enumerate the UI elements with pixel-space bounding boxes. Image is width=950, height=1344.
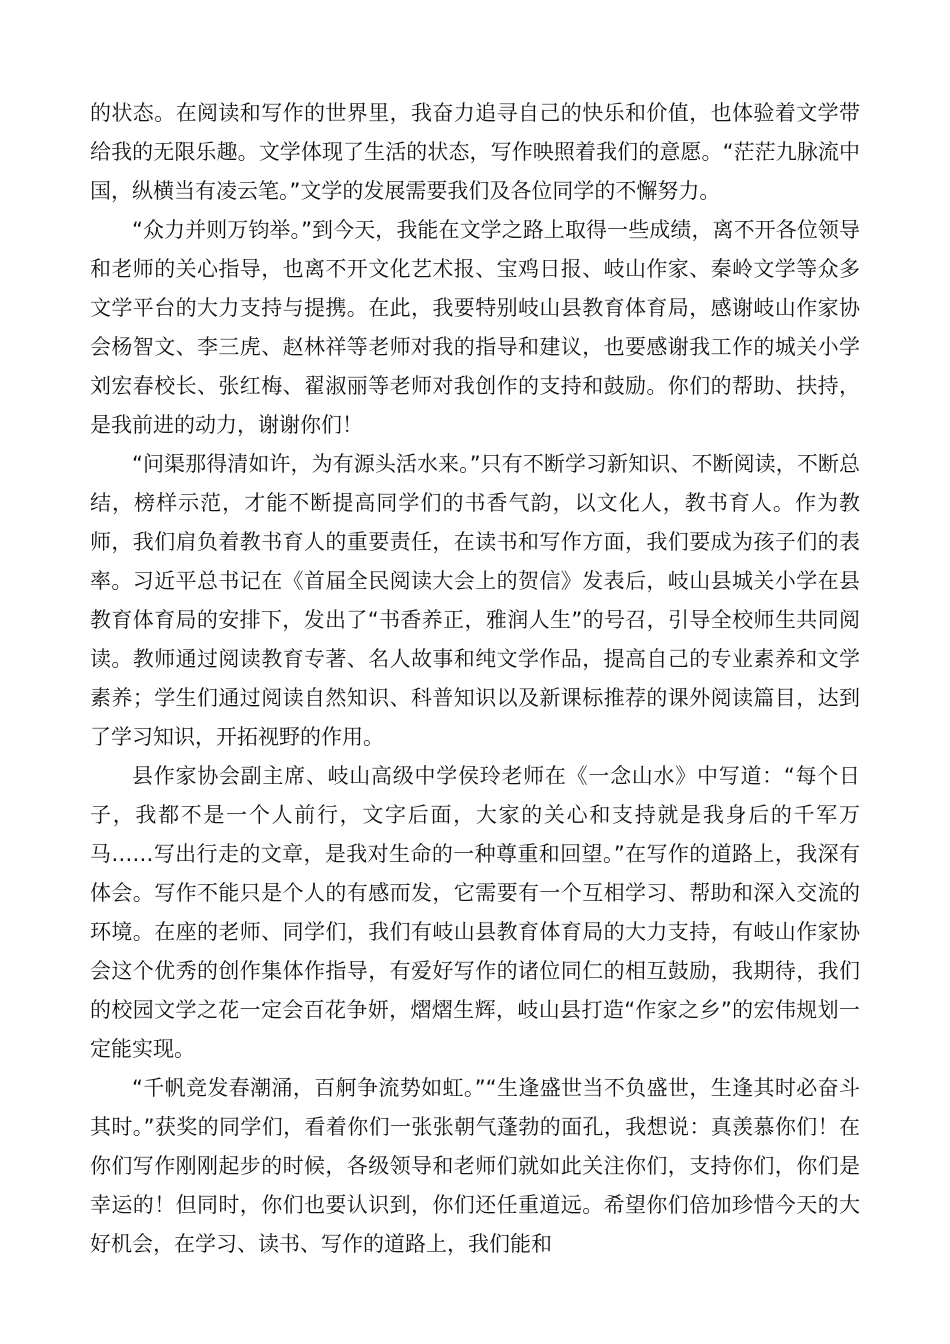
paragraph-2: “众力并则万钧举。”到今天，我能在文学之路上取得一些成绩，离不开各位领导和老师的关心指导，也离不开文化艺术报、宝鸡日报、岐山作家、秦岭文学等众多文学平台的大力支持与提携。在此，我要特别岐山县教育体育局，感谢岐山作家协会杨智文、李三虎、赵林祥等老师对我的指导和建议，也要感谢我工作的城关小学刘宏春校长、张红梅、翟淑丽等老师对我创作的支持和鼓励。你们的帮助、扶持，是我前进的动力，谢谢你们！ — [90, 218, 860, 437]
paragraph-1: 的状态。在阅读和写作的世界里，我奋力追寻自己的快乐和价值，也体验着文学带给我的无限乐趣。文学体现了生活的状态，写作映照着我们的意愿。“茫茫九脉流中国，纵横当有凌云笔。”文学的发展需要我们及各位同学的不懈努力。 — [90, 101, 860, 203]
paragraph-4: 县作家协会副主席、岐山高级中学侯玲老师在《一念山水》中写道：“每个日子，我都不是一个人前行，文字后面，大家的关心和支持就是我身后的千军万马……写出行走的文章，是我对生命的一种尊重和回望。”在写作的道路上，我深有体会。写作不能只是个人的有感而发，它需要有一个互相学习、帮助和深入交流的环境。在座的老师、同学们，我们有岐山县教育体育局的大力支持，有岐山作家协会这个优秀的创作集体作指导，有爱好写作的诸位同仁的相互鼓励，我期待，我们的校园文学之花一定会百花争妍，熠熠生辉，岐山县打造“作家之乡”的宏伟规划一定能实现。 — [90, 764, 860, 1061]
paragraph-5: “千帆竞发春潮涌，百舸争流势如虹。”“生逢盛世当不负盛世，生逢其时必奋斗其时。”获奖的同学们，看着你们一张张朝气蓬勃的面孔，我想说：真羡慕你们！在你们写作刚刚起步的时候，各级领导和老师们就如此关注你们，支持你们，你们是幸运的！但同时，你们也要认识到，你们还任重道远。希望你们倍加珍惜今天的大好机会，在学习、读书、写作的道路上，我们能和 — [90, 1076, 860, 1256]
paragraph-3: “问渠那得清如许，为有源头活水来。”只有不断学习新知识、不断阅读，不断总结，榜样示范，才能不断提高同学们的书香气韵，以文化人，教书育人。作为教师，我们肩负着教书育人的重要责任，在读书和写作方面，我们要成为孩子们的表率。习近平总书记在《首届全民阅读大会上的贺信》发表后，岐山县城关小学在县教育体育局的安排下，发出了“书香养正，雅润人生”的号召，引导全校师生共同阅读。教师通过阅读教育专著、名人故事和纯文学作品，提高自己的专业素养和文学素养；学生们通过阅读自然知识、科普知识以及新课标推荐的课外阅读篇目，达到了学习知识，开拓视野的作用。 — [90, 452, 860, 749]
document-page — [90, 94, 860, 1264]
